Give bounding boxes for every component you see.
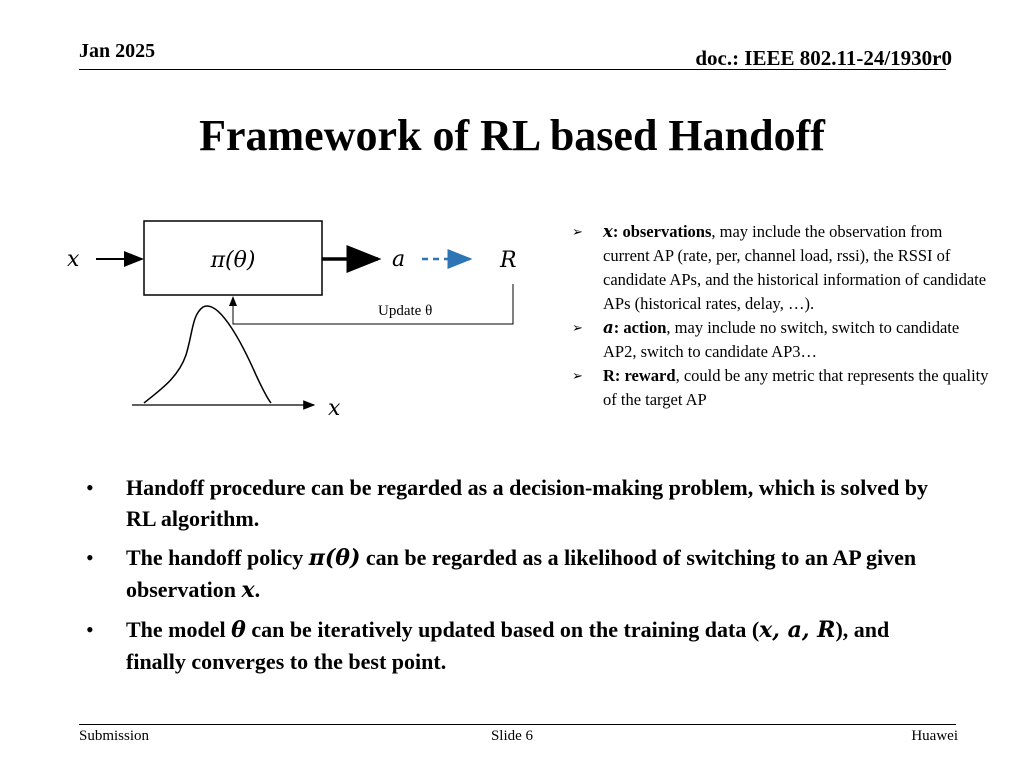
bullet-dot-icon: •	[86, 617, 94, 642]
footer-slide-number: Slide 6	[490, 728, 534, 744]
header-date: Jan 2025	[79, 40, 156, 62]
arrow-bullet-icon: ➢	[572, 320, 583, 335]
arrow-bullet-icon: ➢	[572, 224, 583, 239]
bullet-item: • The handoff policy π(θ) can be regarded as a likelihood of switching to an AP given observation x.	[86, 542, 946, 606]
footer-submission: Submission	[79, 728, 150, 744]
slide-title: Framework of RL based Handoff	[199, 111, 825, 160]
definition-item: ➢ x: observations, may include the observation from current AP (rate, per, channel load, rssi), the RSSI of candidate APs, and the historical information of candidate APs (historical rates, delay, …).	[572, 222, 987, 313]
action-a-label: a	[392, 247, 406, 272]
input-x-label: x	[67, 247, 80, 272]
main-bullet-list	[86, 472, 946, 685]
definition-item: ➢ R: reward, could be any metric that represents the quality of the target AP	[572, 366, 989, 409]
definition-item: ➢ a: action, may include no switch, switch to candidate AP2, switch to candidate AP3…	[572, 318, 960, 361]
bullet-dot-icon: •	[86, 475, 94, 500]
policy-label: π(θ)	[210, 248, 256, 273]
bullet-item: • The model θ can be iteratively updated based on the training data (x, a, R), and finally converges to the best point.	[86, 614, 946, 677]
footer-company: Huawei	[911, 728, 958, 744]
likelihood-curve	[144, 306, 271, 403]
definition-list	[570, 220, 990, 412]
update-theta-label: Update θ	[378, 303, 433, 319]
bullet-dot-icon: •	[86, 545, 94, 570]
header-divider	[79, 69, 946, 70]
header-doc-id: doc.: IEEE 802.11-24/1930r0	[695, 46, 952, 70]
footer-divider	[79, 724, 956, 725]
reward-r-label: R	[500, 248, 517, 273]
rl-framework-diagram	[60, 200, 540, 430]
x-axis-label: x	[328, 396, 341, 421]
bullet-item: • Handoff procedure can be regarded as a decision-making problem, which is solved by RL algorithm.	[86, 472, 946, 534]
arrow-bullet-icon: ➢	[572, 368, 583, 383]
